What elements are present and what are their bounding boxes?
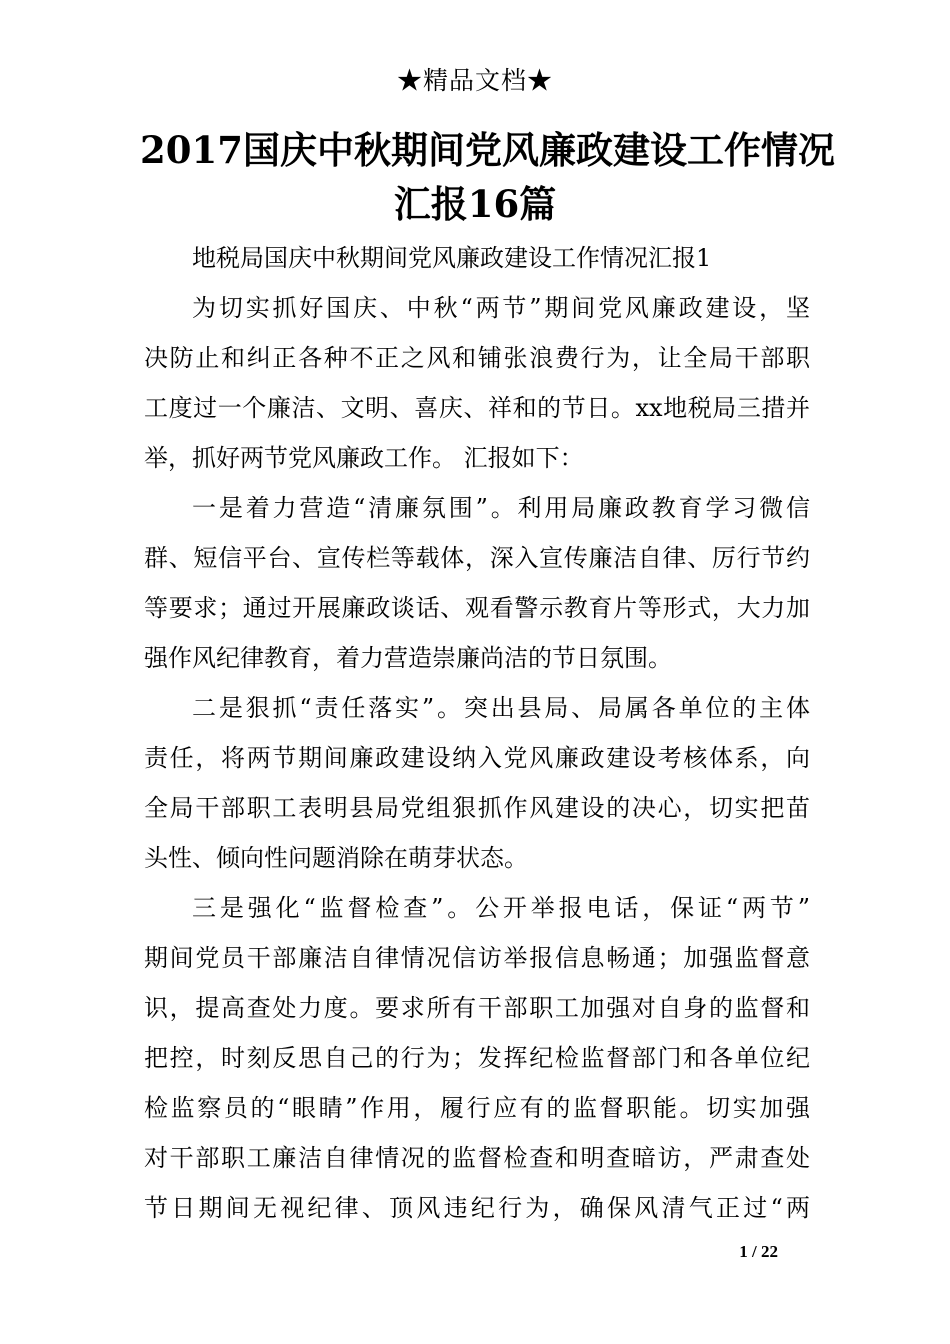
paragraph-line: 工度过一个廉洁、文明、喜庆、祥和的节日。xx地税局三措并: [144, 394, 810, 422]
document-title: [140, 123, 835, 231]
page-header: ★精品文档★: [396, 66, 553, 95]
paragraph-line: 二是狠抓“责任落实”。突出县局、局属各单位的主体: [192, 694, 810, 722]
title-line: 2017国庆中秋期间党风廉政建设工作情况: [140, 128, 835, 172]
paragraph-line: 检监察员的“眼睛”作用，履行应有的监督职能。切实加强: [144, 1094, 810, 1122]
paragraph-line: 全局干部职工表明县局党组狠抓作风建设的决心，切实把苗: [144, 794, 810, 822]
paragraph: [144, 683, 810, 883]
paragraph-line: 对干部职工廉洁自律情况的监督检查和明查暗访，严肃查处: [144, 1144, 810, 1172]
title-line: 汇报16篇: [393, 182, 557, 226]
paragraph-line: 识，提高查处力度。要求所有干部职工加强对自身的监督和: [144, 994, 810, 1022]
subtitle-text: 地税局国庆中秋期间党风廉政建设工作情况汇报1: [192, 244, 712, 272]
paragraph-line: 把控，时刻反思自己的行为；发挥纪检监督部门和各单位纪: [144, 1044, 810, 1072]
paragraph-line: 三是强化“监督检查”。公开举报电话，保证“两节”: [192, 894, 810, 922]
page-number: 1 / 22: [739, 1242, 778, 1261]
paragraph: [144, 883, 810, 1233]
paragraph-line: 一是着力营造“清廉氛围”。利用局廉政教育学习微信: [192, 494, 810, 522]
paragraph-line: 责任，将两节期间廉政建设纳入党风廉政建设考核体系，向: [144, 744, 810, 772]
paragraph-line: 头性、倾向性问题消除在萌芽状态。: [144, 844, 528, 872]
paragraph-line: 群、短信平台、宣传栏等载体，深入宣传廉洁自律、厉行节约: [144, 544, 810, 572]
page-footer: [0, 1240, 950, 1264]
paragraph-line: 节日期间无视纪律、顶风违纪行为，确保风清气正过“两: [144, 1194, 810, 1222]
document-body: [144, 233, 810, 1233]
paragraph: [144, 283, 810, 483]
paragraph-line: 举，抓好两节党风廉政工作。 汇报如下：: [144, 444, 584, 472]
paragraph-line: 决防止和纠正各种不正之风和铺张浪费行为，让全局干部职: [144, 344, 810, 372]
paragraph-line: 强作风纪律教育，着力营造崇廉尚洁的节日氛围。: [144, 644, 672, 672]
section-subtitle: [144, 233, 810, 283]
paragraph-line: 期间党员干部廉洁自律情况信访举报信息畅通；加强监督意: [144, 944, 810, 972]
paragraph-line: 等要求；通过开展廉政谈话、观看警示教育片等形式，大力加: [144, 594, 810, 622]
paragraph-line: 为切实抓好国庆、中秋“两节”期间党风廉政建设，坚: [192, 294, 810, 322]
paragraph: [144, 483, 810, 683]
